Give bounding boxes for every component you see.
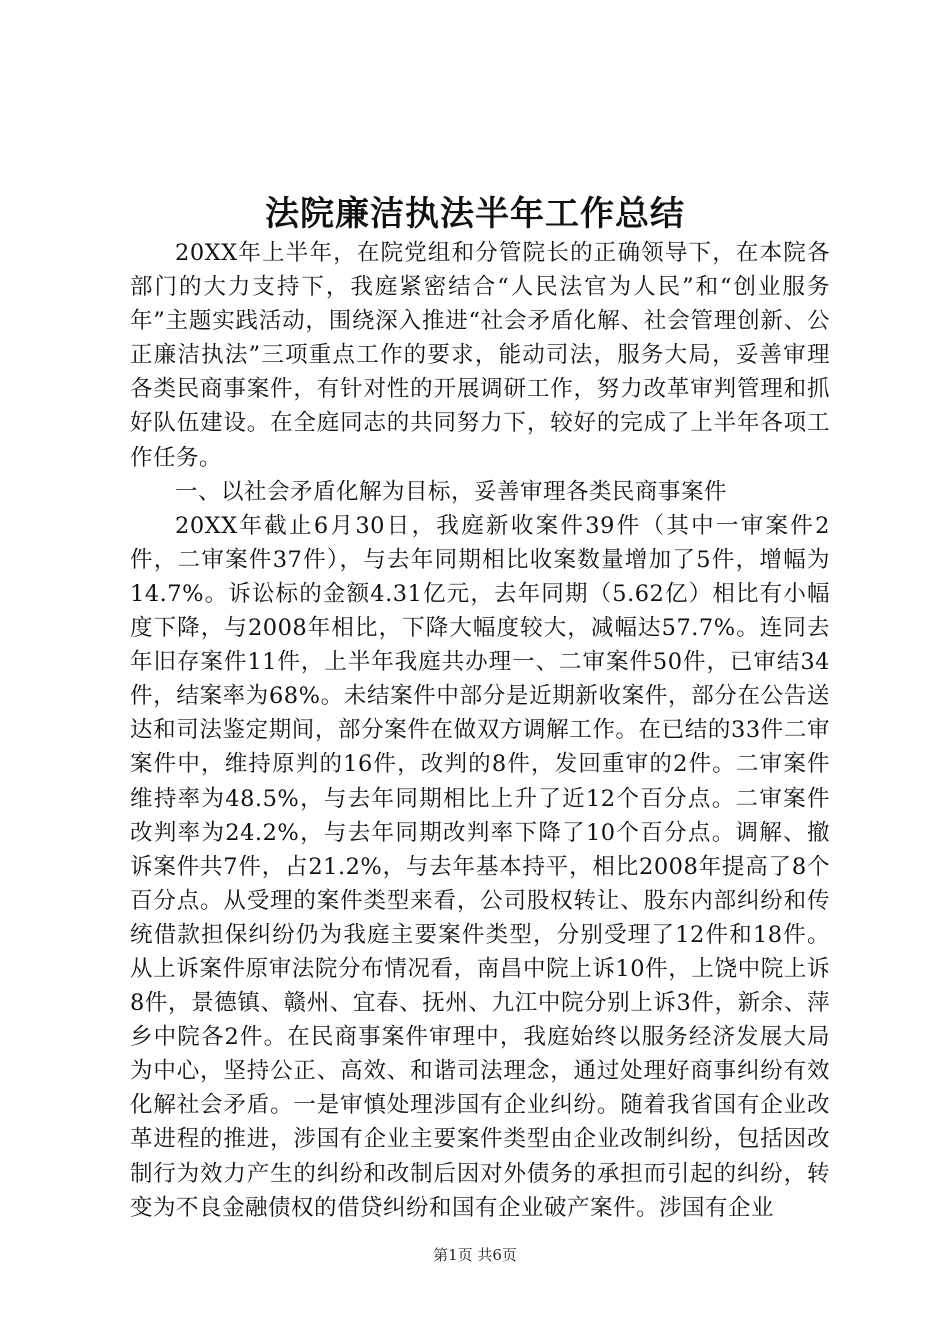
document-body — [130, 236, 830, 1225]
paragraph-case-statistics: 20XX年截止6月30日，我庭新收案件39件（其中一审案件2件，二审案件37件），与去年同期相比收案数量增加了5件，增幅为14.7%。诉讼标的金额4.31亿元，去年同期（5.62亿）相比有小幅度下降，与2008年相比，下降大幅度较大，减幅达57.7%。连同去年旧存案件11件，上半年我庭共办理一、二审案件50件，已审结34件，结案率为68%。未结案件中部分是近期新收案件，部分在公告送达和司法鉴定期间，部分案件在做双方调解工作。在已结的33件二审案件中，维持原判的16件，改判的8件，发回重审的2件。二审案件维持率为48.5%，与去年同期相比上升了近12个百分点。二审案件改判率为24.2%，与去年同期改判率下降了10个百分点。调解、撤诉案件共7件，占21.2%，与去年基本持平，相比2008年提高了8个百分点。从受理的案件类型来看，公司股权转让、股东内部纠纷和传统借款担保纠纷仍为我庭主要案件类型，分别受理了12件和18件。从上诉案件原审法院分布情况看，南昌中院上诉10件，上饶中院上诉8件，景德镇、赣州、宜春、抚州、九江中院分别上诉3件，新余、萍乡中院各2件。在民商事案件审理中，我庭始终以服务经济发展大局为中心，坚持公正、高效、和谐司法理念，通过处理好商事纠纷有效化解社会矛盾。一是审慎处理涉国有企业纠纷。随着我省国有企业改革进程的推进，涉国有企业主要案件类型由企业改制纠纷，包括因改制行为效力产生的纠纷和改制后因对外债务的承担而引起的纠纷，转变为不良金融债权的借贷纠纷和国有企业破产案件。涉国有企业 — [130, 512, 830, 1221]
paragraph-intro: 20XX年上半年，在院党组和分管院长的正确领导下，在本院各部门的大力支持下，我庭紧密结合“人民法官为人民”和“创业服务年”主题实践活动，围绕深入推进“社会矛盾化解、社会管理创新、公正廉洁执法”三项重点工作的要求，能动司法，服务大局，妥善审理各类民商事案件，有针对性的开展调研工作，努力改革审判管理和抓好队伍建设。在全庭同志的共同努力下，较好的完成了上半年各项工作任务。 — [130, 240, 830, 471]
page-footer: 第1页 共6页 — [433, 1246, 517, 1264]
document-title: 法院廉洁执法半年工作总结 — [265, 194, 685, 234]
section-heading: 一、以社会矛盾化解为目标，妥善审理各类民商事案件 — [175, 478, 728, 505]
